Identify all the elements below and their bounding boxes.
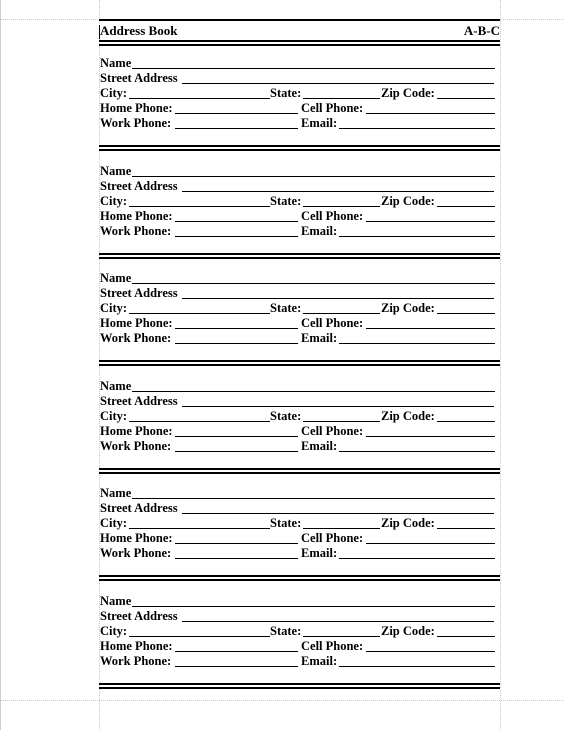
cell-phone-field[interactable] [366,543,495,544]
header-top-rule [99,19,500,21]
work-phone-label: Work Phone: [100,654,172,668]
home-phone-field[interactable] [175,436,298,437]
state-label: State: [270,86,302,100]
work-phone-field[interactable] [175,451,298,452]
zip-code-field[interactable] [437,528,495,529]
street-address-field[interactable] [182,298,494,299]
state-label: State: [270,409,302,423]
email-label: Email: [301,224,338,238]
city-label: City: [100,86,128,100]
city-label: City: [100,409,128,423]
home-phone-label: Home Phone: [100,209,173,223]
header-double-rule [99,40,500,46]
entry-separator-rule [99,360,500,366]
cell-phone-label: Cell Phone: [301,639,364,653]
state-field[interactable] [303,98,380,99]
name-label: Name [100,379,132,393]
work-phone-label: Work Phone: [100,331,172,345]
state-label: State: [270,301,302,315]
entry-separator-rule [99,468,500,474]
cell-phone-field[interactable] [366,328,495,329]
home-phone-field[interactable] [175,328,298,329]
home-phone-field[interactable] [175,113,298,114]
street-address-field[interactable] [182,621,494,622]
city-field[interactable] [129,636,270,637]
email-label: Email: [301,439,338,453]
letter-tab: A-B-C [463,23,500,38]
work-phone-label: Work Phone: [100,546,172,560]
state-field[interactable] [303,636,380,637]
name-field[interactable] [132,68,495,69]
email-field[interactable] [339,343,495,344]
cell-phone-label: Cell Phone: [301,209,364,223]
name-label: Name [100,271,132,285]
cell-phone-field[interactable] [366,651,495,652]
cell-phone-field[interactable] [366,221,495,222]
work-phone-label: Work Phone: [100,439,172,453]
state-field[interactable] [303,528,380,529]
zip-code-label: Zip Code: [381,409,435,423]
cell-phone-field[interactable] [366,113,495,114]
street-address-label: Street Address [100,609,178,623]
entry-separator-rule [99,145,500,151]
name-label: Name [100,594,132,608]
email-field[interactable] [339,451,495,452]
state-field[interactable] [303,206,380,207]
home-phone-label: Home Phone: [100,101,173,115]
city-label: City: [100,194,128,208]
name-field[interactable] [132,606,495,607]
zip-code-label: Zip Code: [381,86,435,100]
work-phone-field[interactable] [175,128,298,129]
margin-guide-bottom [0,700,564,701]
zip-code-label: Zip Code: [381,516,435,530]
zip-code-field[interactable] [437,206,495,207]
city-field[interactable] [129,98,270,99]
name-field[interactable] [132,498,495,499]
street-address-label: Street Address [100,501,178,515]
home-phone-label: Home Phone: [100,316,173,330]
home-phone-field[interactable] [175,651,298,652]
work-phone-label: Work Phone: [100,116,172,130]
email-field[interactable] [339,128,495,129]
name-label: Name [100,56,132,70]
zip-code-field[interactable] [437,313,495,314]
home-phone-label: Home Phone: [100,639,173,653]
name-label: Name [100,164,132,178]
cell-phone-label: Cell Phone: [301,316,364,330]
city-field[interactable] [129,421,270,422]
work-phone-field[interactable] [175,666,298,667]
zip-code-label: Zip Code: [381,624,435,638]
name-field[interactable] [132,391,495,392]
entry-separator-rule [99,575,500,581]
home-phone-field[interactable] [175,221,298,222]
street-address-field[interactable] [182,191,494,192]
email-field[interactable] [339,666,495,667]
street-address-field[interactable] [182,513,494,514]
email-label: Email: [301,116,338,130]
email-label: Email: [301,546,338,560]
cell-phone-label: Cell Phone: [301,101,364,115]
margin-guide-right [500,0,501,730]
email-field[interactable] [339,236,495,237]
zip-code-field[interactable] [437,636,495,637]
cell-phone-field[interactable] [366,436,495,437]
street-address-field[interactable] [182,83,494,84]
street-address-label: Street Address [100,179,178,193]
zip-code-label: Zip Code: [381,301,435,315]
city-field[interactable] [129,206,270,207]
city-label: City: [100,624,128,638]
cell-phone-label: Cell Phone: [301,531,364,545]
page-edge [0,0,1,730]
email-field[interactable] [339,558,495,559]
work-phone-field[interactable] [175,343,298,344]
name-field[interactable] [132,176,495,177]
zip-code-field[interactable] [437,98,495,99]
state-label: State: [270,194,302,208]
cell-phone-label: Cell Phone: [301,424,364,438]
street-address-label: Street Address [100,286,178,300]
state-field[interactable] [303,421,380,422]
home-phone-label: Home Phone: [100,424,173,438]
entry-separator-rule [99,683,500,689]
city-label: City: [100,301,128,315]
name-label: Name [100,486,132,500]
email-label: Email: [301,654,338,668]
email-label: Email: [301,331,338,345]
work-phone-label: Work Phone: [100,224,172,238]
state-label: State: [270,624,302,638]
page-title: Address Book [100,23,178,38]
city-label: City: [100,516,128,530]
name-field[interactable] [132,283,495,284]
entry-separator-rule [99,253,500,259]
state-field[interactable] [303,313,380,314]
work-phone-field[interactable] [175,558,298,559]
state-label: State: [270,516,302,530]
city-field[interactable] [129,528,270,529]
street-address-label: Street Address [100,71,178,85]
home-phone-field[interactable] [175,543,298,544]
street-address-field[interactable] [182,406,494,407]
home-phone-label: Home Phone: [100,531,173,545]
work-phone-field[interactable] [175,236,298,237]
zip-code-field[interactable] [437,421,495,422]
city-field[interactable] [129,313,270,314]
zip-code-label: Zip Code: [381,194,435,208]
street-address-label: Street Address [100,394,178,408]
